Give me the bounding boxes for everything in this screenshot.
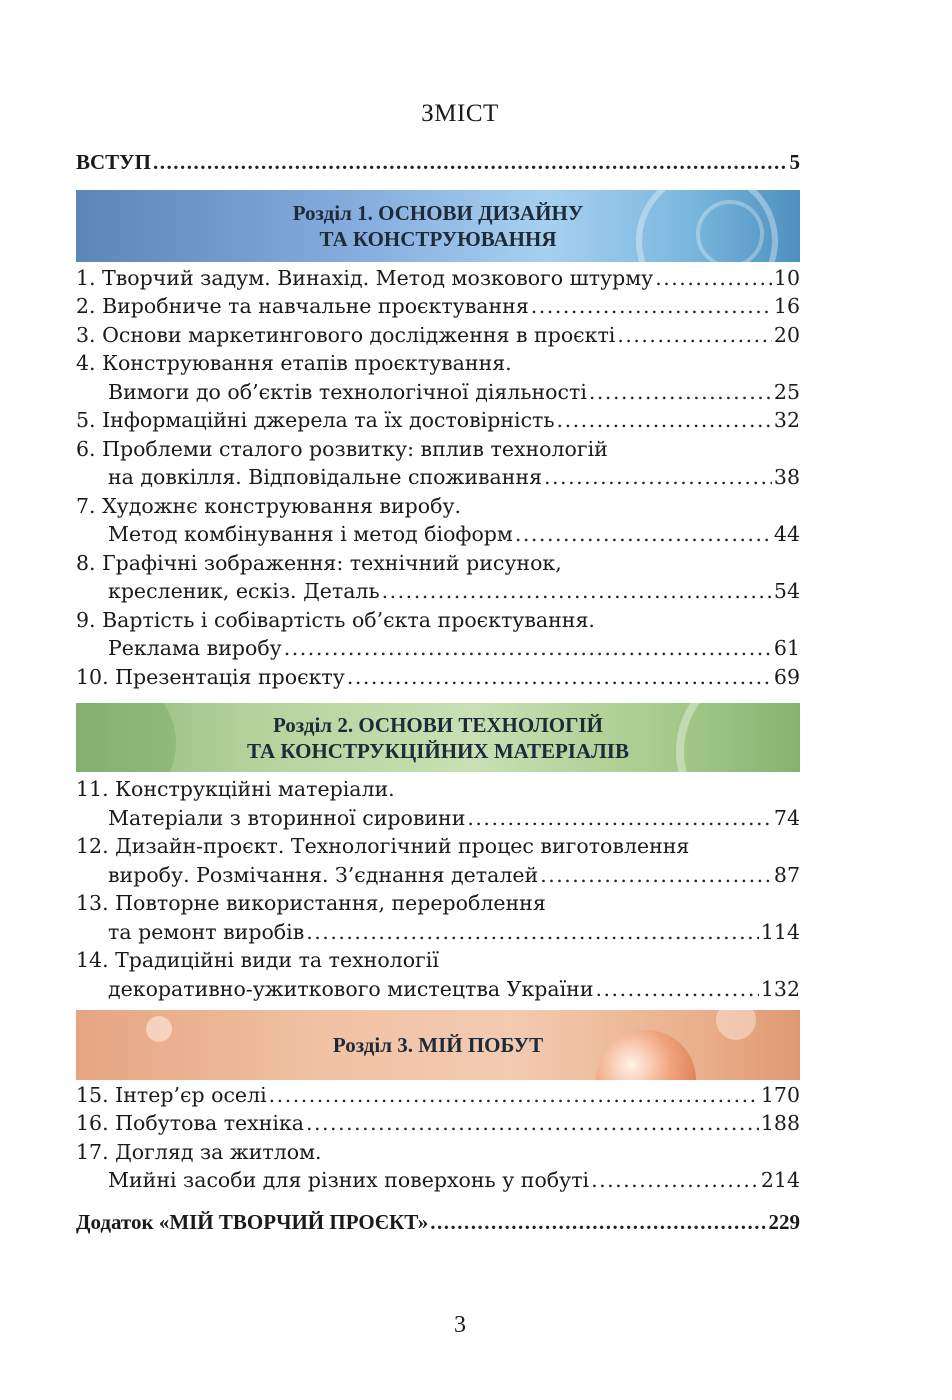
dot-leader — [544, 463, 772, 491]
page-title: ЗМІСТ — [421, 100, 499, 127]
toc-entry[interactable] — [76, 1138, 322, 1166]
toc-entry-text: 12. Дизайн-проєкт. Технологічний процес виготовлення — [76, 834, 690, 858]
section-heading: Розділ 1. ОСНОВИ ДИЗАЙНУ — [292, 201, 584, 225]
dot-leader — [655, 264, 772, 292]
toc-page-number: 32 — [773, 408, 800, 432]
dot-leader — [284, 634, 772, 662]
toc-page-number: 44 — [773, 522, 800, 546]
toc-entry-text: 8. Графічні зображення: технічний рисунок, — [76, 551, 562, 575]
dot-leader — [596, 975, 759, 1003]
dot-leader — [617, 321, 772, 349]
toc-entry-text: 3. Основи маркетингового дослідження в проєкті — [76, 323, 616, 347]
toc-entry[interactable] — [76, 264, 800, 292]
toc-entry-text: Вимоги до об’єктів технологічної діяльності — [108, 380, 587, 404]
toc-page-number: 87 — [773, 863, 800, 887]
toc-entry[interactable] — [108, 577, 800, 605]
appendix-label: «МІЙ ТВОРЧИЙ ПРОЄКТ» — [158, 1210, 429, 1234]
dot-leader — [589, 378, 772, 406]
toc-entry[interactable] — [76, 292, 800, 320]
toc-page-number: 16 — [773, 294, 800, 318]
toc-page-number: 132 — [760, 977, 800, 1001]
toc-entry-text: 13. Повторне використання, перероблення — [76, 891, 546, 915]
toc-entry-text — [76, 1208, 428, 1236]
bubble-decoration — [716, 1010, 756, 1040]
toc-entry-text: 1. Творчий задум. Винахід. Метод мозкового штурму — [76, 266, 654, 290]
appendix-prefix: Додаток — [76, 1210, 159, 1234]
section-heading: ТА КОНСТРУКЦІЙНИХ МАТЕРІАЛІВ — [247, 738, 629, 763]
toc-page-number: 38 — [773, 465, 800, 489]
toc-entry[interactable] — [76, 663, 800, 691]
section-3-banner — [76, 1010, 800, 1080]
toc-entry-text: Метод комбінування і метод біоформ — [108, 522, 513, 546]
toc-entry[interactable] — [76, 492, 461, 520]
toc-page-number: 10 — [773, 266, 800, 290]
section-1-banner — [76, 190, 800, 262]
toc-entry[interactable] — [108, 861, 800, 889]
toc-entry-text: Матеріали з вторинної сировини — [108, 806, 466, 830]
toc-intro[interactable] — [76, 148, 800, 176]
toc-entry-text: ВСТУП — [76, 150, 151, 174]
toc-entry-text: 11. Конструкційні матеріали. — [76, 777, 395, 801]
toc-page-number: 69 — [773, 665, 800, 689]
toc-entry-text: виробу. Розмічання. З’єднання деталей — [108, 863, 539, 887]
dot-leader — [557, 406, 772, 434]
toc-entry-text: Мийні засоби для різних поверхонь у побуті — [108, 1168, 590, 1192]
dot-leader — [467, 804, 772, 832]
toc-entry-text: 10. Презентація проєкту — [76, 665, 345, 689]
toc-entry-text: 2. Виробниче та навчальне проєктування — [76, 294, 529, 318]
toc-page-number: 61 — [773, 636, 800, 660]
toc-entry[interactable] — [76, 435, 608, 463]
dot-leader — [430, 1208, 766, 1236]
toc-entry-text: 5. Інформаційні джерела та їх достовірність — [76, 408, 555, 432]
dot-leader — [540, 861, 772, 889]
toc-entry-text: кресленик, ескіз. Деталь — [108, 579, 380, 603]
toc-entry[interactable] — [108, 634, 800, 662]
toc-page-number: 214 — [760, 1168, 800, 1192]
toc-entry[interactable] — [76, 946, 439, 974]
toc-entry[interactable] — [108, 1166, 800, 1194]
toc-entry[interactable] — [76, 1109, 800, 1137]
circuit-decoration — [696, 200, 764, 262]
toc-entry[interactable] — [76, 606, 595, 634]
toc-entry[interactable] — [108, 378, 800, 406]
toc-page-number: 20 — [773, 323, 800, 347]
toc-entry[interactable] — [76, 549, 562, 577]
toc-entry[interactable] — [76, 321, 800, 349]
toc-entry-text: 14. Традиційні види та технології — [76, 948, 439, 972]
dot-leader — [531, 292, 772, 320]
toc-entry[interactable] — [76, 406, 800, 434]
toc-entry-text: та ремонт виробів — [108, 920, 305, 944]
dot-leader — [591, 1166, 759, 1194]
toc-entry[interactable] — [108, 918, 800, 946]
dot-leader — [306, 1109, 759, 1137]
toc-entry-text: 9. Вартість і собівартість об’єкта проєктування. — [76, 608, 595, 632]
toc-entry[interactable] — [76, 775, 395, 803]
section-heading: ТА КОНСТРУЮВАННЯ — [319, 227, 557, 251]
toc-entry[interactable] — [108, 804, 800, 832]
toc-entry[interactable] — [76, 889, 546, 917]
toc-entry-text: 6. Проблеми сталого розвитку: вплив технологій — [76, 437, 608, 461]
toc-page-number: 188 — [760, 1111, 800, 1135]
toc-entry-text: 16. Побутова техніка — [76, 1111, 304, 1135]
toc-entry-text: Реклама виробу — [108, 636, 282, 660]
toc-entry-text: 15. Інтер’єр оселі — [76, 1083, 267, 1107]
dot-leader — [347, 663, 772, 691]
dot-leader — [153, 148, 788, 176]
toc-page-number: 5 — [789, 150, 800, 174]
dot-leader — [515, 520, 772, 548]
dot-leader — [269, 1081, 759, 1109]
bubble-decoration — [596, 1030, 696, 1080]
toc-page-number: 229 — [768, 1210, 800, 1234]
toc-entry-text: декоративно-ужиткового мистецтва України — [108, 977, 594, 1001]
circle-decoration — [676, 703, 800, 772]
toc-entry[interactable] — [76, 1081, 800, 1109]
toc-entry[interactable] — [108, 520, 800, 548]
section-heading: Розділ 2. ОСНОВИ ТЕХНОЛОГІЙ — [272, 712, 604, 737]
section-2-banner — [76, 703, 800, 772]
toc-appendix[interactable] — [76, 1208, 800, 1236]
bubble-decoration — [146, 1016, 172, 1042]
toc-entry-text: на довкілля. Відповідальне споживання — [108, 465, 543, 489]
toc-page-number: 114 — [760, 920, 800, 944]
toc-entry-text: 17. Догляд за житлом. — [76, 1140, 322, 1164]
toc-entry-text: 4. Конструювання етапів проєктування. — [76, 351, 512, 375]
toc-page-number: 54 — [773, 579, 800, 603]
toc-page-number: 25 — [773, 380, 800, 404]
section-heading: Розділ 3. МІЙ ПОБУТ — [332, 1033, 544, 1057]
dot-leader — [382, 577, 772, 605]
circle-decoration — [76, 703, 176, 772]
toc-entry[interactable] — [108, 463, 800, 491]
toc-entry[interactable] — [76, 832, 689, 860]
dot-leader — [306, 918, 759, 946]
toc-page-number: 170 — [760, 1083, 800, 1107]
toc-entry-text: 7. Художнє конструювання виробу. — [76, 494, 462, 518]
toc-entry[interactable] — [108, 975, 800, 1003]
toc-page-number: 74 — [773, 806, 800, 830]
page-number: 3 — [454, 1312, 466, 1338]
toc-entry[interactable] — [76, 349, 512, 377]
